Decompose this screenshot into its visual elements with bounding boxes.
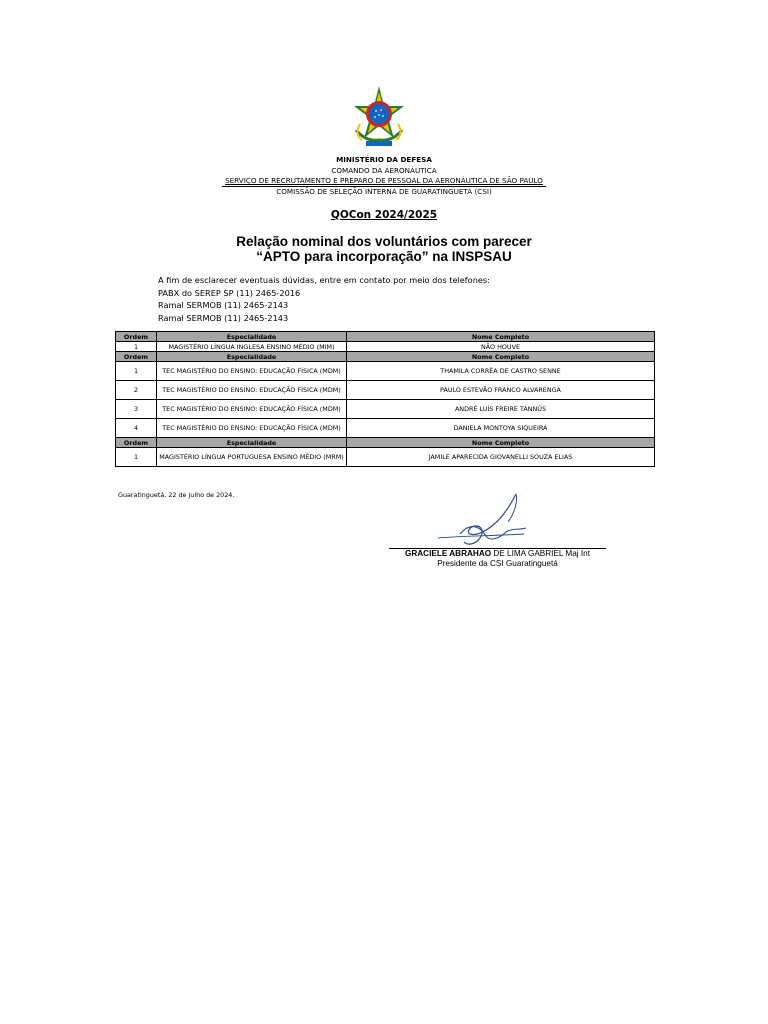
signatory-name [389,549,606,558]
cell-name: JAMILE APARECIDA GIOVANELLI SOUZA ELIAS [347,448,655,467]
document-subtitle: QOCon 2024/2025 [330,209,438,221]
cell-specialty: TEC MAGISTÉRIO DO ENSINO: EDUCAÇÃO FÍSICA (MDM) [157,362,347,381]
cell-order: 1 [116,448,157,467]
table-row [116,362,655,381]
cell-order: 1 [116,362,157,381]
table-header-row [116,352,655,362]
document-title-line1: Relação nominal dos voluntários com parecer [236,234,532,249]
header-name: Nome Completo [347,332,655,342]
signatory-name-rest: DE LIMA GABRIEL Maj Int [491,549,590,558]
volunteers-table [115,331,655,467]
cell-specialty: MAGISTÉRIO LÍNGUA INGLESA ENSINO MÉDIO (MIM) [157,342,347,352]
cell-name: DANIELA MONTOYA SIQUEIRA [347,419,655,438]
cell-order: 4 [116,419,157,438]
header-specialty: Especialidade [157,352,347,362]
ministry-heading: MINISTÉRIO DA DEFESA [336,155,432,164]
command-heading: COMANDO DA AERONÁUTICA [331,166,437,175]
contact-phone: Ramal SERMOB (11) 2465-2143 [158,312,289,323]
cell-name: NÃO HOUVE [347,342,655,352]
cell-name: ANDRÉ LUÍS FREIRE TANNÚS [347,400,655,419]
table-row [116,381,655,400]
cell-specialty: TEC MAGISTÉRIO DO ENSINO: EDUCAÇÃO FÍSICA (MDM) [157,400,347,419]
contact-info [158,274,490,324]
cell-order: 1 [116,342,157,352]
contact-intro: A fim de esclarecer eventuais dúvidas, entre em contato por meio dos telefones: [158,275,490,285]
cell-order: 3 [116,400,157,419]
contact-phone: PABX do SEREP SP (11) 2465-2016 [158,287,301,298]
header-name: Nome Completo [347,438,655,448]
cell-order: 2 [116,381,157,400]
cell-name: PAULO ESTEVÃO FRANCO ALVARENGA [347,381,655,400]
cell-specialty: TEC MAGISTÉRIO DO ENSINO: EDUCAÇÃO FÍSICA (MDM) [157,381,347,400]
table-header-row [116,438,655,448]
document-title-line2: “APTO para incorporação” na INSPSAU [256,249,512,264]
table-row [116,342,655,352]
cell-specialty: TEC MAGISTÉRIO DO ENSINO: EDUCAÇÃO FÍSICA (MDM) [157,419,347,438]
handwritten-signature [430,492,530,550]
signatory-role: Presidente da CSI Guaratinguetá [437,559,558,568]
header-name: Nome Completo [347,352,655,362]
service-heading: SERVIÇO DE RECRUTAMENTO E PREPARO DE PESSOAL DA AERONÁUTICA DE SÃO PAULO [225,176,543,185]
table-row [116,419,655,438]
header-order: Ordem [116,332,157,342]
header-order: Ordem [116,352,157,362]
coat-of-arms-emblem [346,84,412,150]
header-specialty: Especialidade [157,438,347,448]
signatory-name-bold: GRACIELE ABRAHAO [404,549,492,558]
cell-name: THAMILA CORRÊA DE CASTRO SENNE [347,362,655,381]
header-specialty: Especialidade [157,332,347,342]
table-header-row [116,332,655,342]
commission-heading: COMISSÃO DE SELEÇÃO INTERNA DE GUARATINGUETÁ (CSI) [276,187,492,196]
cell-specialty: MAGISTÉRIO LÍNGUA PORTUGUESA ENSINO MÉDIO (MRM) [157,448,347,467]
table-row [116,400,655,419]
header-order: Ordem [116,438,157,448]
document-date: Guaratinguetá, 22 de julho de 2024. [118,491,235,499]
contact-phone: Ramal SERMOB (11) 2465-2143 [158,300,289,310]
table-row [116,448,655,467]
